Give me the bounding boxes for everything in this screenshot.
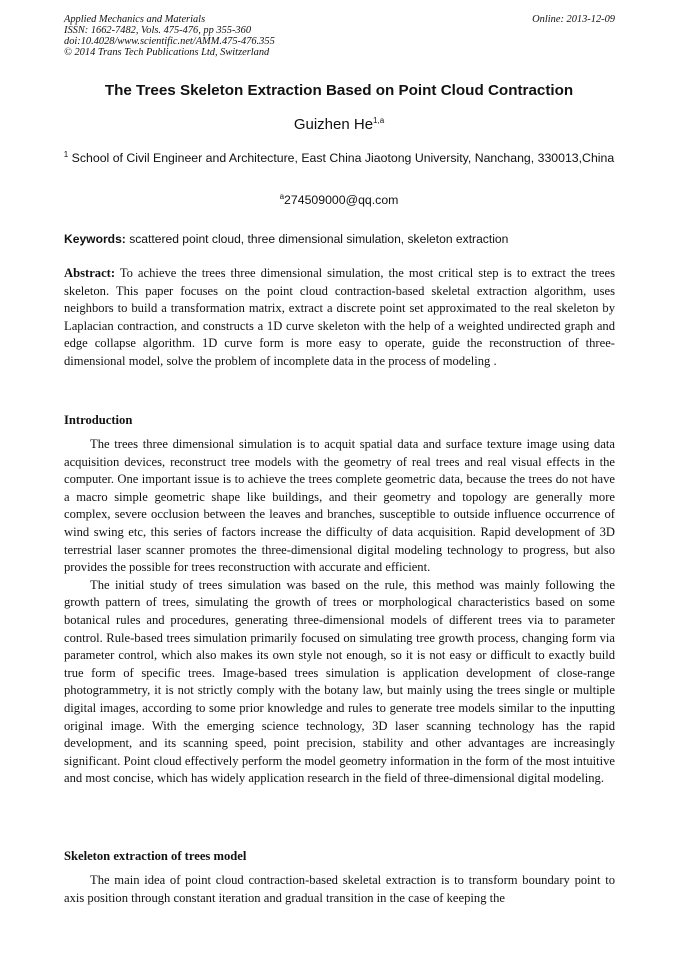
author-line — [40, 116, 638, 134]
email-line — [40, 192, 638, 208]
keywords-text: scattered point cloud, three dimensional simulation, skeleton extraction — [129, 232, 509, 246]
email-address: 274509000@qq.com — [284, 193, 399, 207]
abstract — [64, 265, 615, 371]
author-superscript: 1,a — [373, 116, 385, 125]
introduction-paragraph-1: The trees three dimensional simulation is to acquit spatial data and surface texture image using data acquisition devices, reconstruct tree models with the geometry of real trees and real visual effects in the computer. One important issue is to achieve the trees complete geometric data, because the trees do not have a macro simple geometric shape like buildings, and their geometry and topology are generally more complex, severe occlusion between the leaves and branches, susceptible to outside influence occurrence of wind swing etc, this series of factors increase the difficulty of data acquisition. Rapid development of 3D terrestrial laser scanner promotes the three-dimensional digital modeling technology to progress, but also provides the possible for trees reconstruction with accurate and efficient. — [64, 437, 615, 575]
journal-name: Applied Mechanics and Materials — [64, 14, 206, 25]
abstract-label: Abstract: — [64, 266, 116, 280]
online-date: Online: 2013-12-09 — [532, 14, 615, 25]
affiliation-text: School of Civil Engineer and Architecture, East China Jiaotong University, Nanchang, 330013,China — [71, 151, 615, 165]
journal-header — [64, 14, 615, 58]
keywords — [64, 231, 624, 247]
email-superscript: a — [279, 191, 285, 201]
abstract-text: To achieve the trees three dimensional simulation, the most critical step is to extract the trees skeleton. This paper focuses on the point cloud contraction-based skeletal extraction algorithm, uses neighbors to build a transformation matrix, extract a discrete point set approximated to the real skeleton by Laplacian contraction, and constructs a 1D curve skeleton with the help of a weighted undirected graph and edge collapse algorithm. 1D curve form is more easy to operate, guide the reconstruction of three-dimensional model, solve the problem of incomplete data in the process of modeling . — [64, 266, 616, 368]
introduction-paragraph-2: The initial study of trees simulation was based on the rule, this method was mainly following the growth pattern of trees, simulating the growth of trees or morphological characteristics based on some botanical rules and procedures, generating three-dimensional models of different trees via to parameter control. Rule-based trees simulation primarily focused on simulating tree growth process, changing form via parameter control, which also makes its own style not enough, so it is not easy or difficult to exactly build true form of specific trees. Image-based trees simulation is application development of close-range photogrammetry, it is not strictly comply with the botany law, but mainly using the trees single or multiple digital images, according to some prior knowledge and rules to generate tree models similar to the inputting original image. With the emerging science technology, 3D laser scanning technology has the rapid development, and its scanning speed, point precision, stability and other advantages are increasingly significant. Point cloud effectively perform the model geometry information in the form of the most intuitive and most concise, which has widely application research in the field of three-dimensional digital modeling. — [64, 577, 615, 786]
paper-title: The Trees Skeleton Extraction Based on Point Cloud Contraction — [104, 82, 574, 99]
skeleton-body — [64, 872, 615, 907]
copyright-line: © 2014 Trans Tech Publications Ltd, Switzerland — [64, 47, 270, 58]
doi-line: doi:10.4028/www.scientific.net/AMM.475-476.355 — [64, 36, 275, 47]
skeleton-paragraph-1: The main idea of point cloud contraction-based skeletal extraction is to transform boundary point to axis position through constant iteration and gradual transition in the case of keeping the — [64, 873, 615, 905]
affiliation — [60, 149, 618, 167]
introduction-heading: Introduction — [64, 413, 133, 427]
keywords-label: Keywords: — [64, 232, 126, 246]
author-name: Guizhen He — [293, 116, 374, 133]
affiliation-superscript: 1 — [63, 149, 69, 159]
issn-line: ISSN: 1662-7482, Vols. 475-476, pp 355-360 — [64, 25, 252, 36]
skeleton-heading: Skeleton extraction of trees model — [64, 849, 247, 863]
introduction-body — [64, 436, 615, 788]
